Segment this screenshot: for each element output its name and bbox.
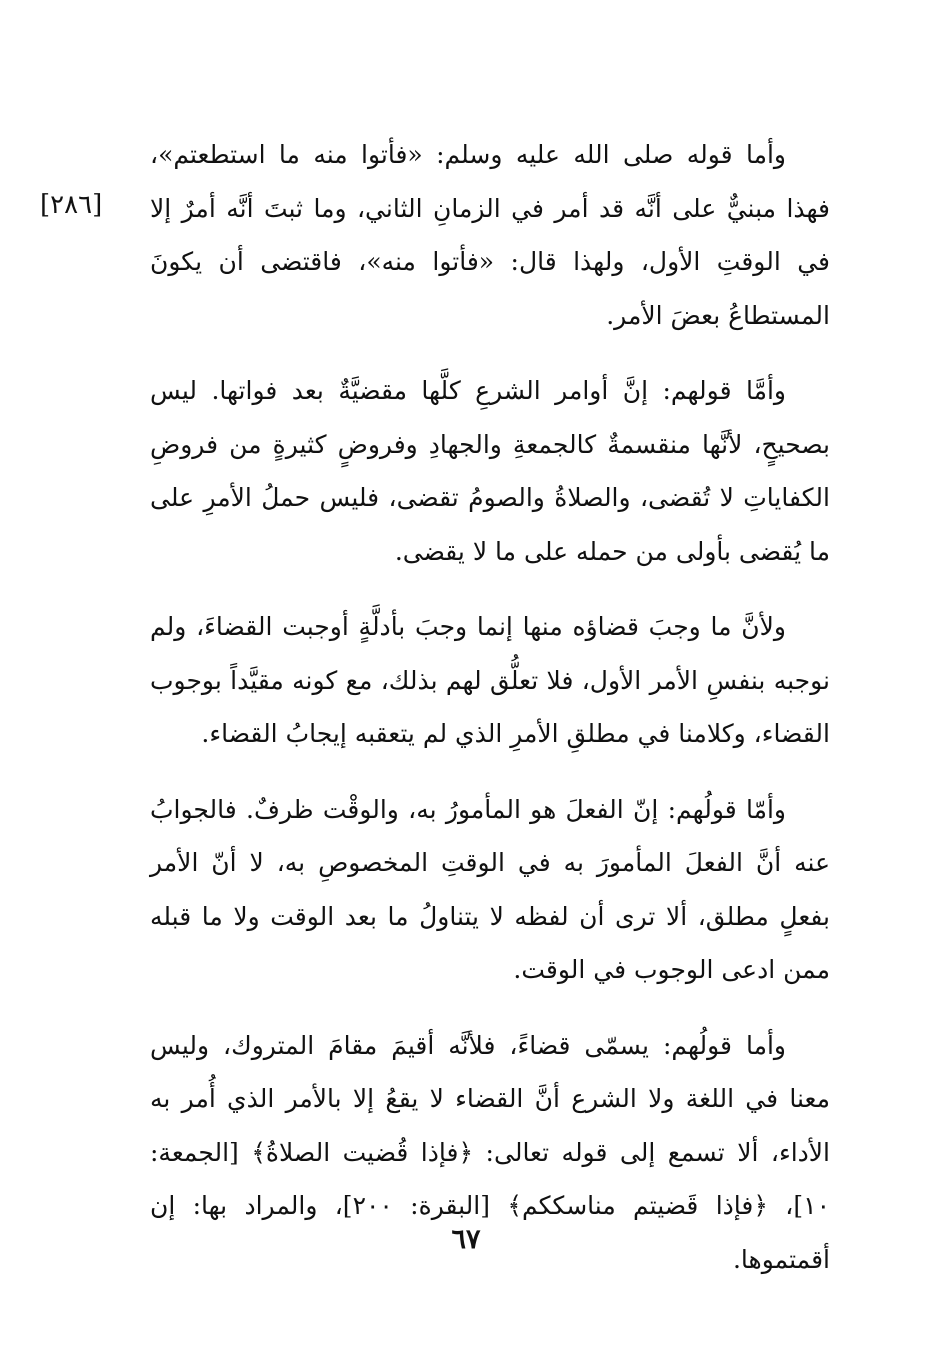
body-text [150,128,830,1286]
paragraph: وأمّا قولُهم: إنّ الفعلَ هو المأمورُ به، والوقْت ظرفٌ. فالجوابُ عنه أنَّ الفعلَ المأمورَ به في الوقتِ المخصوصِ به، لا أنّ الأمر بفعلٍ مطلق، ألا ترى أن لفظه لا يتناولُ ما بعد الوقت ولا ما قبله ممن ادعى الوجوب في الوقت. [150,794,830,984]
page-number: ٦٧ [451,1224,481,1255]
paragraph: وأما قولُهم: يسمّى قضاءً، فلأنَّه أقيمَ مقامَ المتروك، وليس معنا في اللغة ولا الشرع أنَّ القضاء لا يقعُ إلا بالأمر الذي أُمر به الأداء، ألا تسمع إلى قوله تعالى: ﴿فإذا قُضيت الصلاةُ﴾ [الجمعة: ١٠]، ﴿فإذا قَضيتم مناسككم﴾ [البقرة: ٢٠٠]، والمراد بها: إن أقمتموها. [150,1030,830,1274]
paragraph: ولأنَّ ما وجبَ قضاؤه منها إنما وجبَ بأدلَّةٍ أوجبت القضاءَ، ولم نوجبه بنفسِ الأمر الأول، فلا تعلُّق لهم بذلك، مع كونه مقيَّداً بوجوب القضاء، وكلامنا في مطلقِ الأمرِ الذي لم يتعقبه إيجابُ القضاء. [150,612,830,748]
marginal-reference: [٢٨٦] [40,190,103,220]
paragraph: وأما قوله صلى الله عليه وسلم: «فأتوا منه ما استطعتم»، فهذا مبنيٌّ على أنَّه قد أمر في الزمانِ الثاني، وما ثبتَ أنَّه أمرٌ إلا في الوقتِ الأول، ولهذا قال: «فأتوا منه»، فاقتضى أن يكونَ المستطاعُ بعضَ الأمر. [150,140,830,330]
paragraph: وأمَّا قولهم: إنَّ أوامر الشرعِ كلَّها مقضيَّةٌ بعد فواتها. ليس بصحيحٍ، لأنَّها منقسمةٌ كالجمعةِ والجهادِ وفروضٍ كثيرةٍ من فروضِ الكفاياتِ لا تُقضى، والصلاةُ والصومُ تقضى، فليس حملُ الأمرِ على ما يُقضى بأولى من حمله على ما لا يقضى. [150,376,830,566]
